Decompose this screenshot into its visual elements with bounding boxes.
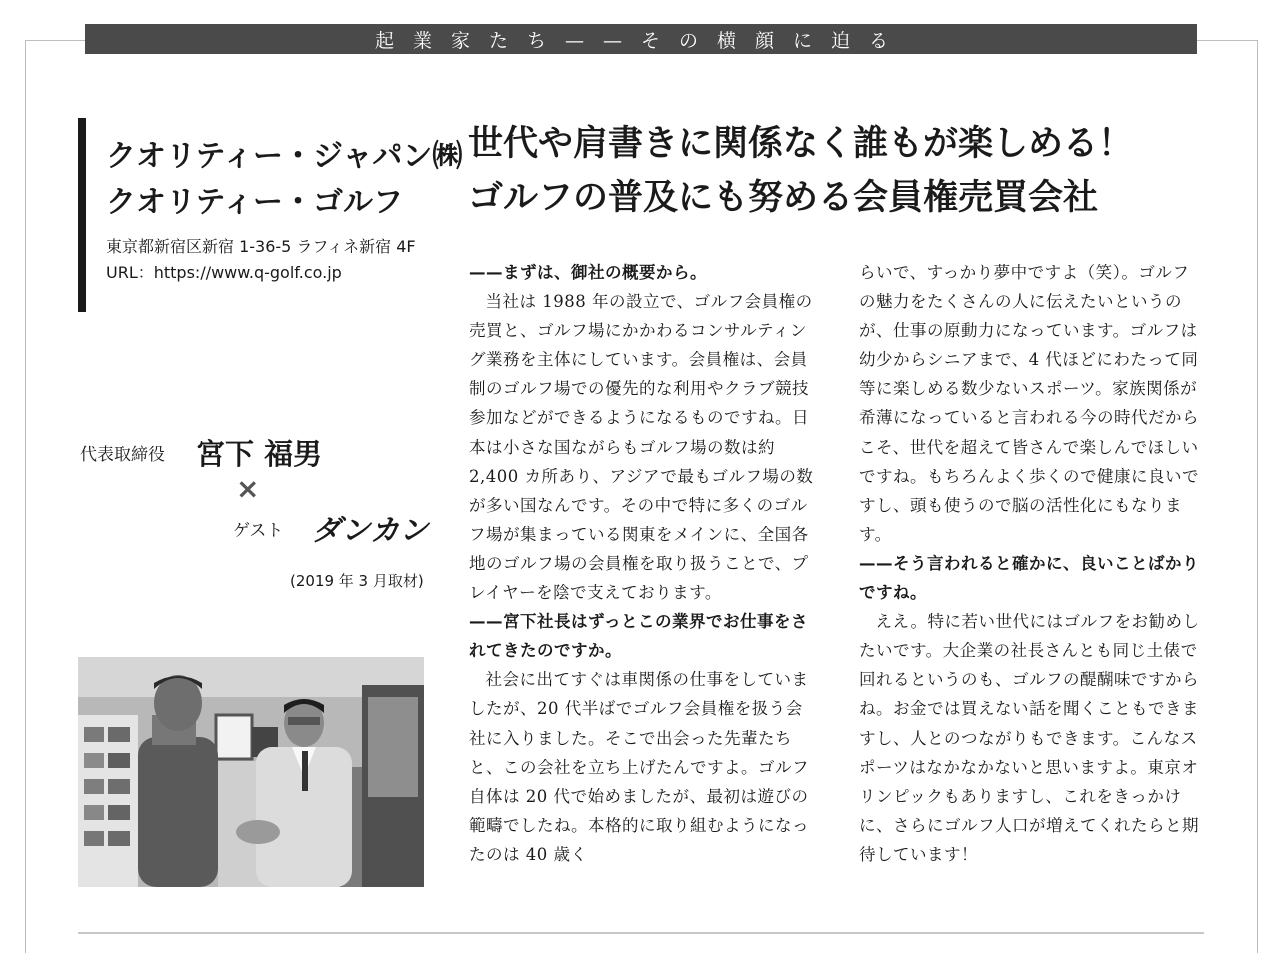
headline-line-2: ゴルフの普及にも努める会員権売買会社	[468, 178, 1099, 218]
rep-name: 宮下 福男	[196, 437, 323, 471]
answer-2-continued: らいで、すっかり夢中ですよ（笑）。ゴルフの魅力をたくさんの人に伝えたいというのが、仕事の原動力になっています。ゴルフは幼少からシニアまで、4 代ほどにわたって同等に楽しめる数少ないスポーツ。家族関係が希薄になっていると言われる今の時代だからこそ、世代を超えて皆さんで楽しんでほしいですね。もちろんよく歩くので健康に良いですし、頭も使うので脳の活性化にもなります。	[859, 263, 1199, 544]
question-1: ——まずは、御社の概要から。	[469, 263, 707, 282]
company-name: クオリティー・ジャパン㈱	[106, 139, 463, 174]
cross-icon: ×	[236, 472, 260, 505]
company-brand: クオリティー・ゴルフ	[106, 185, 403, 220]
frame-top-left	[25, 40, 85, 41]
frame-top-right	[1197, 40, 1257, 41]
rep-role: 代表取締役	[80, 445, 165, 465]
headline-line-1: 世代や肩書きに関係なく誰もが楽しめる！	[468, 124, 1134, 164]
answer-1: 当社は 1988 年の設立で、ゴルフ会員権の売買と、ゴルフ場にかかわるコンサルティング業務を主体にしています。会員権は、会員制のゴルフ場での優先的な利用やクラブ競技参加などができるようになるものですね。日本は小さな国ながらもゴルフ場の数は約 2,400 カ所あり、アジアで最もゴルフ場の数が多い国なんです。その中で特に多くのゴルフ場が集まっている関東をメインに、全国各地のゴルフ場の会員権を取り扱うことで、プレイヤーを陰で支えております。	[469, 292, 814, 603]
series-banner: 起業家たち——その横顔に迫る	[85, 24, 1197, 54]
company-block	[78, 118, 463, 312]
company-url: URL：https://www.q-golf.co.jp	[106, 263, 342, 282]
interview-photo	[78, 657, 424, 887]
question-3: ——そう言われると確かに、良いことばかりですね。	[859, 553, 1199, 603]
guest-name: ダンカン	[312, 513, 429, 547]
bottom-rule	[78, 932, 1204, 934]
answer-3: ええ。特に若い世代にはゴルフをお勧めしたいです。大企業の社長さんとも同じ土俵で回れるというのも、ゴルフの醍醐味ですからね。お金では買えない話を聞くこともできますし、人とのつながりもできます。こんなスポーツはなかなかないと思いますよ。東京オリンピックもありますし、これをきっかけに、さらにゴルフ人口が増えてくれたらと期待しています！	[859, 612, 1200, 864]
guest-role: ゲスト	[233, 521, 284, 541]
answer-2: 社会に出てすぐは車関係の仕事をしていましたが、20 代半ばでゴルフ会員権を扱う会社に入りました。そこで出会った先輩たちと、この会社を立ち上げたんですよ。ゴルフ自体は 20 代で始めましたが、最初は遊びの範疇でしたね。本格的に取り組むようになったのは 40 歳く	[469, 670, 809, 864]
company-address: 東京都新宿区新宿 1-36-5 ラフィネ新宿 4F	[106, 237, 416, 256]
interview-date: (2019 年 3 月取材)	[290, 572, 424, 590]
frame-right	[1257, 40, 1258, 953]
question-2: ——宮下社長はずっとこの業界でお仕事をされてきたのですか。	[469, 612, 809, 661]
photo-illustration	[78, 657, 424, 887]
article-left-column	[469, 258, 815, 869]
frame-left	[25, 40, 26, 953]
article-right-column	[859, 258, 1205, 869]
